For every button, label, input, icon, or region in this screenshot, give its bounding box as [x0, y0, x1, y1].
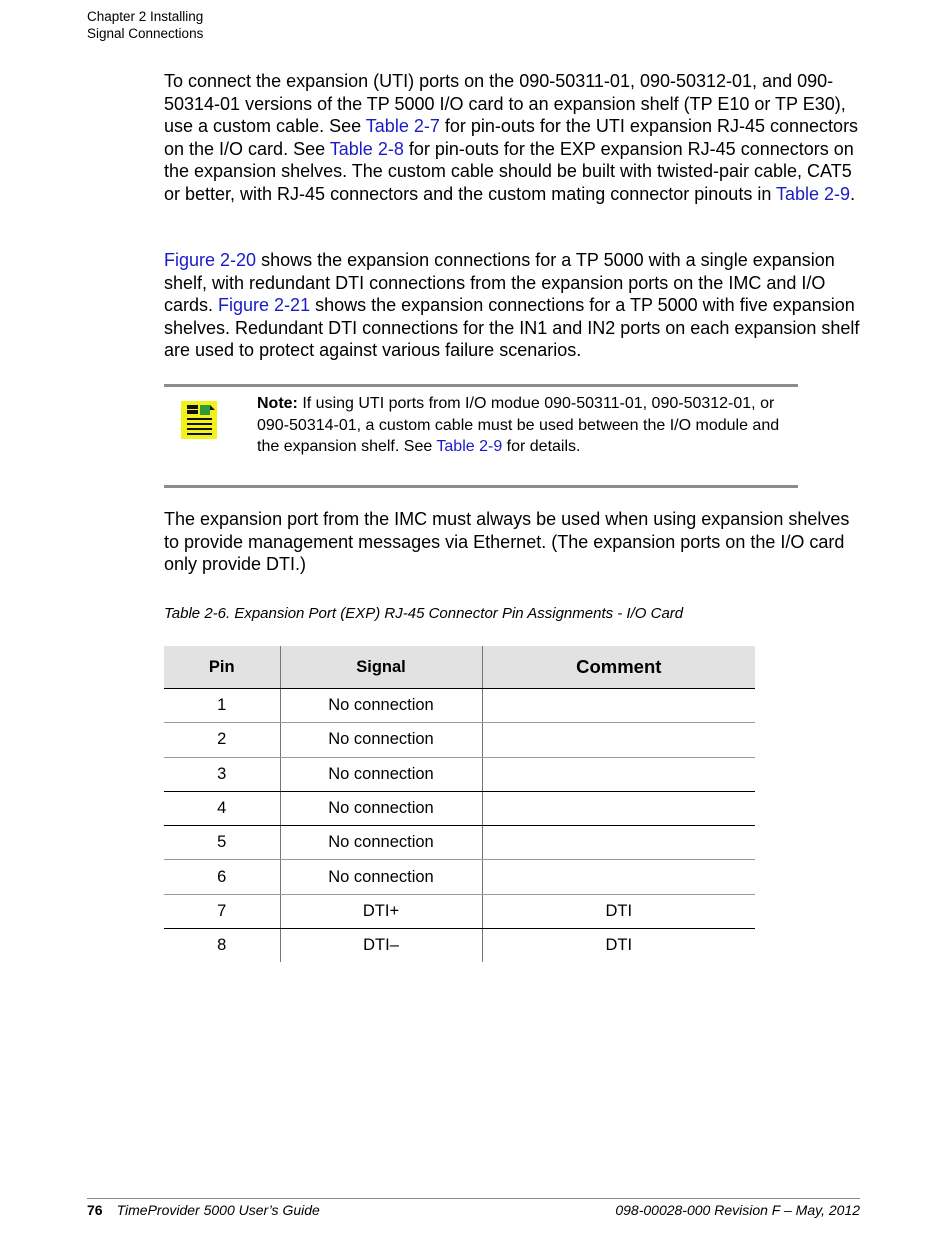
link-table-2-8[interactable]: Table 2-8: [329, 138, 404, 159]
comment-cell: [482, 791, 755, 825]
text: for details.: [502, 438, 581, 455]
pin-cell: 6: [164, 860, 280, 894]
text: shows the expansion connections for a TP 5000 with five expansion shelves. Redundant DTI connections for the IN1 and IN2 ports on each expansion shelf are used to protect against various failure scenarios.: [164, 295, 860, 360]
link-figure-2-20[interactable]: Figure 2-20: [164, 250, 257, 270]
text: for pin-outs for the UTI expansion RJ-45 connectors on the I/O card. See: [164, 116, 859, 159]
link-table-2-7[interactable]: Table 2-7: [365, 116, 440, 136]
text: shows the expansion connections for a TP 5000 with a single expansion shelf, with redundant DTI connections from the expansion ports on the IMC and I/O cards.: [164, 250, 835, 315]
header-chapter: Chapter 2 Installing: [87, 9, 204, 24]
table-row: [164, 929, 755, 963]
table-row: [164, 894, 755, 928]
link-figure-2-21[interactable]: Figure 2-21: [218, 295, 311, 315]
text: If using UTI ports from I/O modue 090-50311-01, 090-50312-01, or 090-50314-01, a custom cable must be used between the I/O module and the expansion shelf. See: [257, 395, 780, 455]
pin-cell: 5: [164, 826, 280, 860]
text: To connect the expansion (UTI) ports on the 090-50311-01, 090-50312-01, and 090-50314-01 versions of the TP 5000 I/O card to an expansion shelf (TP E10 or TP E30), use a custom cable. See: [164, 71, 846, 136]
note-icon: [181, 401, 217, 439]
comment-cell: [482, 689, 755, 723]
comment-cell: [482, 723, 755, 757]
footer-left: [87, 1202, 320, 1218]
pin-cell: 1: [164, 689, 280, 723]
note-top-rule: [164, 384, 798, 387]
link-table-2-9-note[interactable]: Table 2-9: [436, 438, 503, 455]
pin-cell: 3: [164, 757, 280, 791]
page-number: 76: [87, 1202, 103, 1218]
table-row: [164, 757, 755, 791]
table-row: [164, 860, 755, 894]
pin-cell: 2: [164, 723, 280, 757]
pin-assignment-table: [164, 646, 755, 962]
table-header-row: [164, 646, 755, 689]
signal-cell: No connection: [280, 860, 482, 894]
text: for pin-outs for the EXP expansion RJ-45 connectors on the expansion shelves. The custom cable should be built with twisted-pair cable, CAT5 or better, with RJ-45 connectors and the custom mating connector pinouts in: [164, 138, 854, 204]
figures-paragraph: [164, 249, 864, 362]
signal-cell: No connection: [280, 757, 482, 791]
intro-paragraph: [164, 70, 864, 205]
comment-cell: [482, 826, 755, 860]
comment-cell: [482, 757, 755, 791]
pin-cell: 8: [217, 936, 227, 955]
signal-cell: No connection: [280, 826, 482, 860]
comment-cell: [482, 860, 755, 894]
pin-cell: 7: [164, 894, 280, 928]
note-text: [257, 393, 787, 458]
guide-title: TimeProvider 5000 User’s Guide: [116, 1202, 320, 1218]
header-section: Signal Connections: [87, 26, 204, 41]
document-revision: 098-00028-000 Revision F – May, 2012: [615, 1202, 860, 1218]
note-label: Note:: [257, 395, 298, 412]
pin-cell: 4: [164, 791, 280, 825]
signal-cell: DTI–: [280, 929, 482, 963]
table-row: [164, 826, 755, 860]
footer-rule: [87, 1198, 860, 1199]
text: .: [850, 183, 856, 204]
link-table-2-9[interactable]: Table 2-9: [776, 183, 851, 204]
header-pin: Pin: [164, 646, 280, 689]
header-comment: Comment: [482, 646, 755, 689]
table-caption: Table 2-6. Expansion Port (EXP) RJ-45 Connector Pin Assignments - I/O Card: [164, 605, 684, 622]
note-bottom-rule: [164, 485, 798, 488]
signal-cell: No connection: [280, 791, 482, 825]
header-signal: Signal: [280, 646, 482, 689]
running-header: [87, 8, 203, 42]
table-row: [164, 791, 755, 825]
signal-cell: No connection: [280, 689, 482, 723]
imc-paragraph: The expansion port from the IMC must always be used when using expansion shelves to provide management messages via Ethernet. (The expansion ports on the I/O card only provide DTI.): [164, 509, 850, 574]
comment-cell: DTI: [482, 894, 755, 928]
comment-cell: DTI: [482, 929, 755, 963]
signal-cell: DTI+: [280, 894, 482, 928]
table-row: [164, 723, 755, 757]
table-row: [164, 689, 755, 723]
signal-cell: No connection: [280, 723, 482, 757]
